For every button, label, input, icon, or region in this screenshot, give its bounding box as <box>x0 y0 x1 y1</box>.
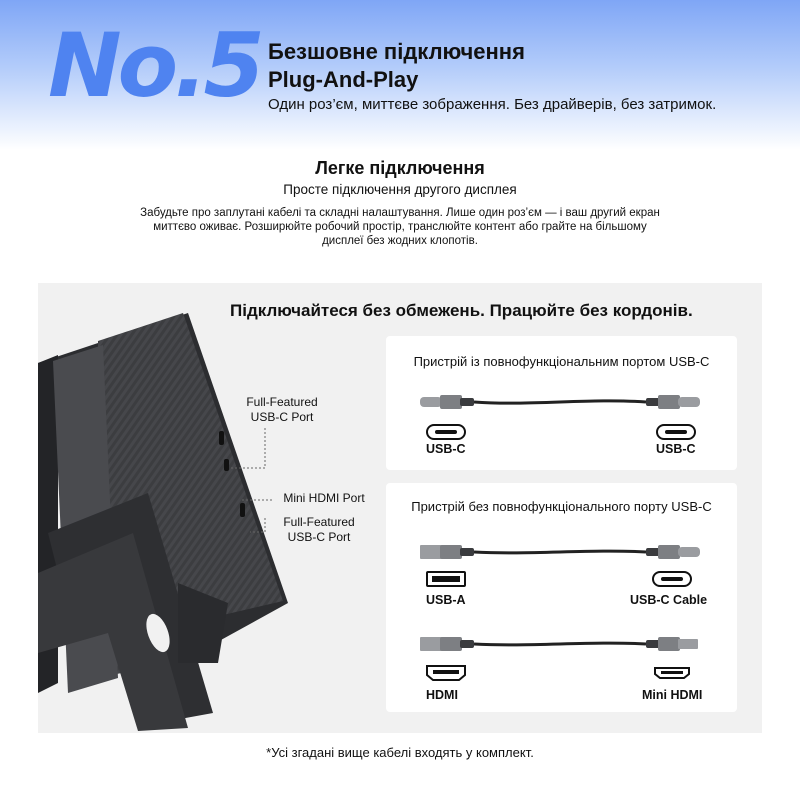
card-no-usb-c <box>386 483 737 712</box>
callout-usb-c-bottom <box>264 515 374 545</box>
section-title: Легке підключення <box>315 158 485 178</box>
port-label-right: Mini HDMI <box>642 688 703 702</box>
card-heading: Пристрій із повнофункціональним портом USB-C <box>413 354 710 369</box>
usb-c-port-icon <box>656 424 696 440</box>
cable-icon <box>420 390 700 414</box>
footnote: *Усі згадані вище кабелі входять у комплект. <box>266 745 534 760</box>
cable-icon <box>420 541 700 563</box>
port-label-right: USB-C <box>656 442 696 456</box>
port-label-left: USB-A <box>426 593 466 607</box>
feature-number-badge: No.5 <box>48 14 261 117</box>
cable-icon <box>420 633 700 655</box>
section-paragraph <box>0 206 800 248</box>
card-full-featured-usb-c <box>386 336 737 470</box>
callout-line: Full-Featured <box>246 395 318 409</box>
callout-mini-hdmi: Mini HDMI Port <box>283 491 365 505</box>
paragraph-line: дисплеї без жодних клопотів. <box>322 235 478 247</box>
paragraph-line: Забудьте про заплутані кабелі та складні налаштування. Лише один роз’єм — і ваш другий екран <box>140 207 660 219</box>
section-subtitle: Просте підключення другого дисплея <box>283 182 517 197</box>
panel-title: Підключайтеся без обмежень. Працюйте без кордонів. <box>230 301 693 320</box>
port-label-left: USB-C <box>426 442 466 456</box>
usb-a-port-icon <box>426 571 466 587</box>
callout-line: Full-Featured <box>283 515 355 529</box>
hero-subtitle: Один роз’єм, миттєве зображення. Без драйверів, без затримок. <box>268 96 717 113</box>
callout-line: USB-C Port <box>250 410 314 424</box>
hero-title-line2: Plug-And-Play <box>268 67 419 92</box>
paragraph-line: миттєво оживає. Розширюйте робочий простір, транслюйте контент або грайте на більшому <box>153 221 647 233</box>
card-heading: Пристрій без повнофункціонального порту USB-C <box>411 499 712 514</box>
port-label-left: HDMI <box>426 688 458 702</box>
usb-c-port-icon <box>426 424 466 440</box>
callout-usb-c-top <box>222 395 342 425</box>
hdmi-port-icon <box>426 665 466 681</box>
callout-line: USB-C Port <box>287 530 351 544</box>
port-label-right: USB-C Cable <box>630 593 708 607</box>
mini-hdmi-port-icon <box>654 667 690 679</box>
hero-title <box>268 38 525 94</box>
usb-c-port-icon <box>652 571 692 587</box>
hero-title-line1: Безшовне підключення <box>268 39 525 64</box>
